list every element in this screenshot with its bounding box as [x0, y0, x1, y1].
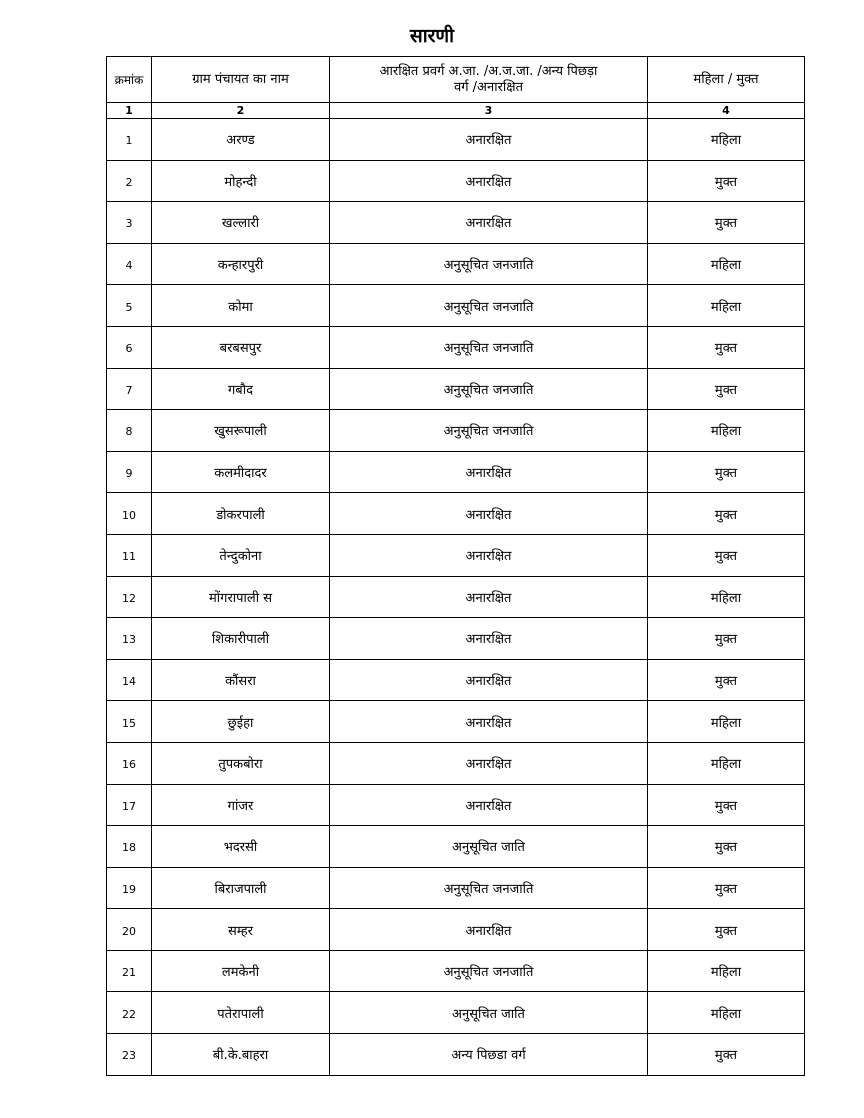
page-title: सारणी	[409, 25, 455, 47]
gender-cell: मुक्त	[648, 1034, 805, 1076]
panchayat-name-cell: कलमीदादर	[152, 451, 330, 493]
category-cell: अनारक्षित	[330, 659, 648, 701]
serial-cell: 11	[107, 534, 152, 576]
panchayat-name-cell: मोंगरापाली स	[152, 576, 330, 618]
serial-cell: 20	[107, 909, 152, 951]
panchayat-name-cell: डोकरपाली	[152, 493, 330, 535]
serial-cell: 9	[107, 451, 152, 493]
gender-cell: मुक्त	[648, 326, 805, 368]
category-cell: अनारक्षित	[330, 909, 648, 951]
table-row	[107, 326, 805, 368]
table-row	[107, 576, 805, 618]
category-cell: अनुसूचित जनजाति	[330, 410, 648, 452]
gender-cell: मुक्त	[648, 618, 805, 660]
gender-cell: महिला	[648, 285, 805, 327]
panchayat-name-cell: गांजर	[152, 784, 330, 826]
serial-cell: 18	[107, 826, 152, 868]
table-row	[107, 368, 805, 410]
category-cell: अनारक्षित	[330, 493, 648, 535]
panchayat-name-cell: भदरसी	[152, 826, 330, 868]
gender-cell: मुक्त	[648, 826, 805, 868]
reservation-table	[106, 56, 805, 1076]
column-number: 2	[152, 103, 330, 119]
table-row	[107, 1034, 805, 1076]
gender-cell: महिला	[648, 992, 805, 1034]
gender-cell: मुक्त	[648, 534, 805, 576]
panchayat-name-cell: तेन्दुकोना	[152, 534, 330, 576]
gender-cell: महिला	[648, 243, 805, 285]
header-serial: क्रमांक	[107, 57, 152, 103]
table-row	[107, 950, 805, 992]
panchayat-name-cell: कौंसरा	[152, 659, 330, 701]
serial-cell: 16	[107, 742, 152, 784]
panchayat-name-cell: गबौद	[152, 368, 330, 410]
header-panchayat: ग्राम पंचायत का नाम	[152, 57, 330, 103]
panchayat-name-cell: मोहन्दी	[152, 160, 330, 202]
serial-cell: 17	[107, 784, 152, 826]
table-row	[107, 410, 805, 452]
serial-cell: 10	[107, 493, 152, 535]
panchayat-name-cell: शिकारीपाली	[152, 618, 330, 660]
category-cell: अनारक्षित	[330, 784, 648, 826]
gender-cell: महिला	[648, 119, 805, 161]
serial-cell: 21	[107, 950, 152, 992]
gender-cell: मुक्त	[648, 451, 805, 493]
table-row	[107, 867, 805, 909]
gender-cell: मुक्त	[648, 493, 805, 535]
category-cell: अनुसूचित जनजाति	[330, 285, 648, 327]
panchayat-name-cell: खल्लारी	[152, 202, 330, 244]
serial-cell: 12	[107, 576, 152, 618]
table-row	[107, 826, 805, 868]
serial-cell: 5	[107, 285, 152, 327]
gender-cell: महिला	[648, 742, 805, 784]
category-cell: अनारक्षित	[330, 742, 648, 784]
table-row	[107, 992, 805, 1034]
table-row	[107, 493, 805, 535]
category-cell: अनारक्षित	[330, 119, 648, 161]
serial-cell: 23	[107, 1034, 152, 1076]
gender-cell: मुक्त	[648, 368, 805, 410]
category-cell: अनारक्षित	[330, 618, 648, 660]
category-cell: अनारक्षित	[330, 534, 648, 576]
header-row	[107, 57, 805, 103]
gender-cell: महिला	[648, 950, 805, 992]
serial-cell: 14	[107, 659, 152, 701]
gender-cell: महिला	[648, 576, 805, 618]
table-row	[107, 285, 805, 327]
category-cell: अनारक्षित	[330, 160, 648, 202]
category-cell: अनुसूचित जाति	[330, 992, 648, 1034]
category-cell: अनुसूचित जनजाति	[330, 368, 648, 410]
table-row	[107, 618, 805, 660]
column-number: 1	[107, 103, 152, 119]
category-cell: अनुसूचित जनजाति	[330, 326, 648, 368]
serial-cell: 6	[107, 326, 152, 368]
panchayat-name-cell: बरबसपुर	[152, 326, 330, 368]
category-cell: अनुसूचित जाति	[330, 826, 648, 868]
serial-cell: 3	[107, 202, 152, 244]
panchayat-name-cell: पतेरापाली	[152, 992, 330, 1034]
serial-cell: 1	[107, 119, 152, 161]
gender-cell: मुक्त	[648, 659, 805, 701]
serial-cell: 8	[107, 410, 152, 452]
category-cell: अनारक्षित	[330, 202, 648, 244]
table-row	[107, 119, 805, 161]
panchayat-name-cell: छुईहा	[152, 701, 330, 743]
serial-cell: 2	[107, 160, 152, 202]
panchayat-name-cell: लमकेनी	[152, 950, 330, 992]
serial-cell: 19	[107, 867, 152, 909]
gender-cell: मुक्त	[648, 202, 805, 244]
gender-cell: महिला	[648, 410, 805, 452]
serial-cell: 22	[107, 992, 152, 1034]
serial-cell: 15	[107, 701, 152, 743]
category-cell: अनुसूचित जनजाति	[330, 950, 648, 992]
table-row	[107, 701, 805, 743]
serial-cell: 13	[107, 618, 152, 660]
table-row	[107, 160, 805, 202]
category-cell: अनारक्षित	[330, 701, 648, 743]
table-row	[107, 202, 805, 244]
table-row	[107, 534, 805, 576]
panchayat-name-cell: बी.के.बाहरा	[152, 1034, 330, 1076]
category-cell: अनुसूचित जनजाति	[330, 867, 648, 909]
column-number: 4	[648, 103, 805, 119]
panchayat-name-cell: खुसरूपाली	[152, 410, 330, 452]
panchayat-name-cell: सम्हर	[152, 909, 330, 951]
table-body	[107, 119, 805, 1076]
serial-cell: 4	[107, 243, 152, 285]
column-number-row	[107, 103, 805, 119]
header-category-line2: वर्ग /अनारक्षित	[454, 79, 523, 95]
panchayat-name-cell: तुपकबोरा	[152, 742, 330, 784]
category-cell: अनुसूचित जनजाति	[330, 243, 648, 285]
header-category	[330, 57, 648, 103]
table-row	[107, 742, 805, 784]
gender-cell: मुक्त	[648, 867, 805, 909]
table-row	[107, 243, 805, 285]
gender-cell: मुक्त	[648, 784, 805, 826]
panchayat-name-cell: कन्हारपुरी	[152, 243, 330, 285]
category-cell: अनारक्षित	[330, 451, 648, 493]
panchayat-name-cell: कोमा	[152, 285, 330, 327]
header-category-line1: आरक्षित प्रवर्ग अ.जा. /अ.ज.जा. /अन्य पिछड़ा	[379, 63, 598, 79]
category-cell: अन्य पिछडा वर्ग	[330, 1034, 648, 1076]
panchayat-name-cell: बिराजपाली	[152, 867, 330, 909]
column-number: 3	[330, 103, 648, 119]
serial-cell: 7	[107, 368, 152, 410]
table-row	[107, 451, 805, 493]
gender-cell: मुक्त	[648, 160, 805, 202]
gender-cell: मुक्त	[648, 909, 805, 951]
table-row	[107, 784, 805, 826]
category-cell: अनारक्षित	[330, 576, 648, 618]
table-row	[107, 909, 805, 951]
table-row	[107, 659, 805, 701]
header-gender: महिला / मुक्त	[648, 57, 805, 103]
gender-cell: महिला	[648, 701, 805, 743]
panchayat-name-cell: अरण्ड	[152, 119, 330, 161]
